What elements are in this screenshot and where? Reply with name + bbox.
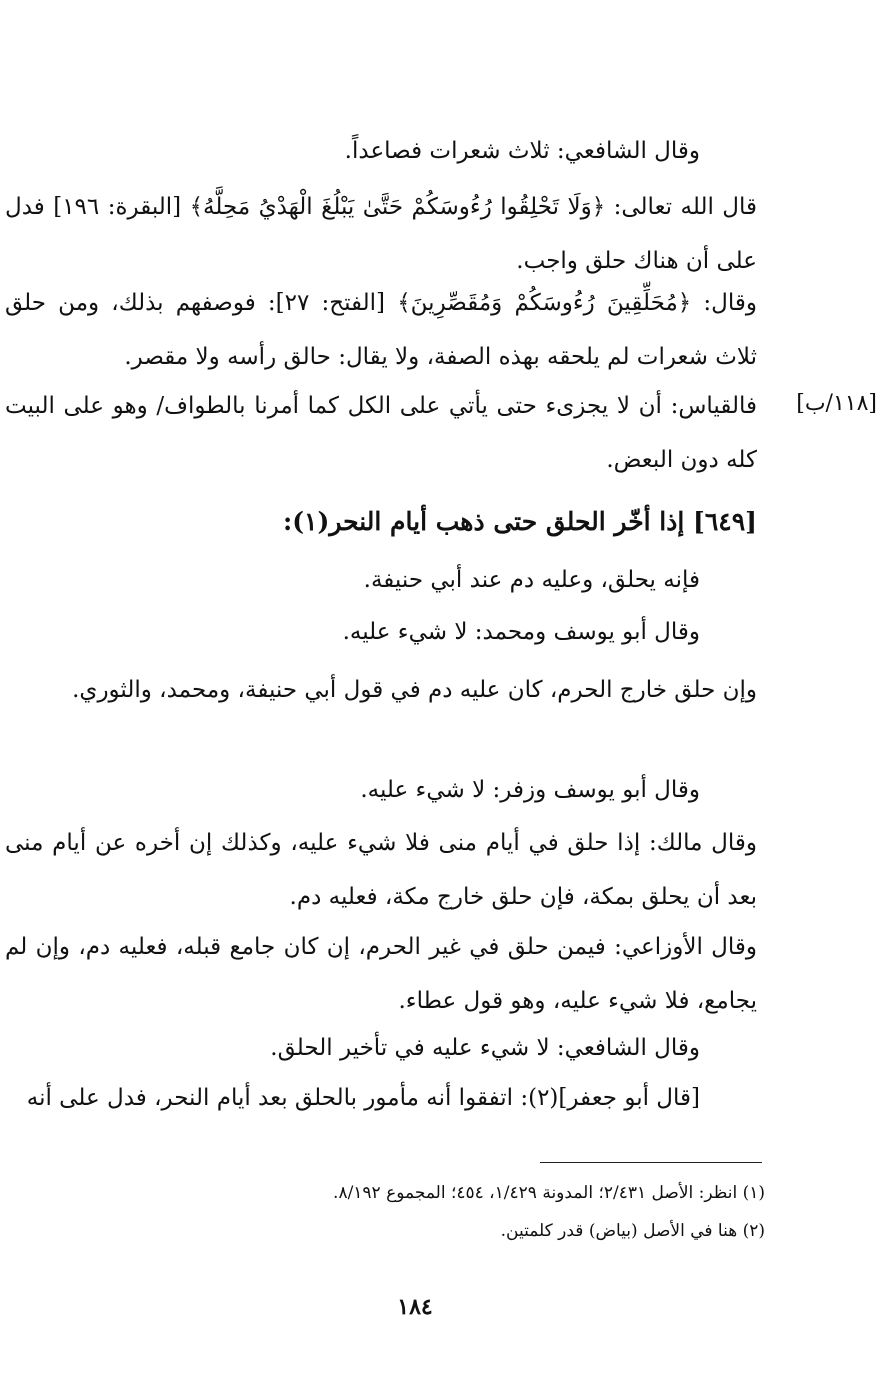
footnote-separator bbox=[540, 1162, 762, 1163]
paragraph-3: وقال: ﴿مُحَلِّقِينَ رُءُوسَكُمْ وَمُقَصِّرِينَ﴾ [الفتح: ٢٧]: فوصفهم بذلك، ومن حلق ثلاث شعرات لم يلحقه بهذه الصفة، ولا يقال: حالق رأسه ولا مقصر. bbox=[5, 290, 758, 370]
paragraph-5: فإنه يحلق، وعليه دم عند أبي حنيفة. bbox=[363, 567, 700, 593]
page-number: ١٨٤ bbox=[397, 1294, 433, 1320]
footnote-1: (١) انظر: الأصل ٢/٤٣١؛ المدونة ١/٤٢٩، ٤٥٤؛ المجموع ٨/١٩٢. bbox=[333, 1183, 765, 1203]
paragraph-7: وإن حلق خارج الحرم، كان عليه دم في قول أبي حنيفة، ومحمد، والثوري. bbox=[72, 677, 757, 703]
paragraph-11: وقال الشافعي: لا شيء عليه في تأخير الحلق. bbox=[270, 1035, 700, 1061]
section-heading: [٦٤٩] إذا أخّر الحلق حتى ذهب أيام النحر(١): bbox=[282, 507, 757, 536]
paragraph-9: وقال مالك: إذا حلق في أيام منى فلا شيء عليه، وكذلك إن أخره عن أيام منى بعد أن يحلق بمكة، فإن حلق خارج مكة، فعليه دم. bbox=[5, 830, 757, 910]
paragraph-1: وقال الشافعي: ثلاث شعرات فصاعداً. bbox=[344, 138, 700, 164]
marginal-folio-note: [١١٨/ب] bbox=[796, 391, 877, 416]
footnote-2: (٢) هنا في الأصل (بياض) قدر كلمتين. bbox=[500, 1221, 765, 1241]
paragraph-6: وقال أبو يوسف ومحمد: لا شيء عليه. bbox=[342, 619, 700, 645]
paragraph-8: وقال أبو يوسف وزفر: لا شيء عليه. bbox=[360, 777, 700, 803]
paragraph-4: فالقياس: أن لا يجزىء حتى يأتي على الكل كما أمرنا بالطواف/ وهو على البيت كله دون البعض. bbox=[5, 393, 757, 473]
paragraph-10: وقال الأوزاعي: فيمن حلق في غير الحرم، إن كان جامع قبله، فعليه دم، وإن لم يجامع، فلا شيء عليه، وهو قول عطاء. bbox=[5, 934, 757, 1014]
paragraph-2: قال الله تعالى: ﴿وَلَا تَحْلِقُوا رُءُوسَكُمْ حَتَّىٰ يَبْلُغَ الْهَدْيُ مَحِلَّهُ﴾ [البقرة: ١٩٦] فدل على أن هناك حلق واجب. bbox=[5, 194, 757, 274]
paragraph-12: [قال أبو جعفر](٢): اتفقوا أنه مأمور بالحلق بعد أيام النحر، فدل على أنه bbox=[26, 1085, 700, 1111]
